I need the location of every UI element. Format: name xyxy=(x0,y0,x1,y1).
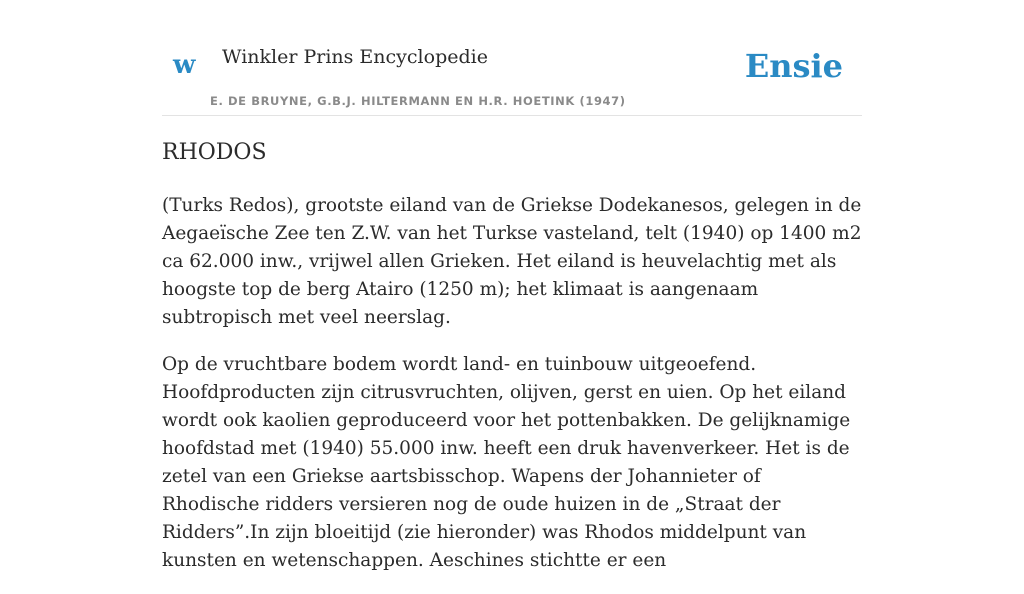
brand-logo[interactable]: Ensie xyxy=(744,47,843,85)
article-paragraph: (Turks Redos), grootste eiland van de Griekse Dodekanesos, gelegen in de Aegaeïsche Zee ten Z.W. van het Turkse vasteland, telt (1940) op 1400 m2 ca 62.000 inw., vrijwel allen Grieken. Het eiland is heuvelachtig met als hoogste top de berg Atairo (1250 m); het klimaat is aangenaam subtropisch met veel neerslag. xyxy=(162,195,862,328)
page xyxy=(162,0,862,571)
site-title[interactable]: Winkler Prins Encyclopedie xyxy=(222,46,488,68)
article-body xyxy=(162,192,862,594)
authors-byline: E. DE BRUYNE, G.B.J. HILTERMANN EN H.R. HOETINK (1947) xyxy=(210,94,626,108)
site-header xyxy=(162,0,862,116)
article-paragraph: Op de vruchtbare bodem wordt land- en tuinbouw uitgeoefend. Hoofdproducten zijn citrusvruchten, olijven, gerst en uien. Op het eiland wordt ook kaolien geproduceerd voor het pottenbakken. De gelijknamige hoofdstad met (1940) 55.000 inw. heeft een druk havenverkeer. Het is de zetel van een Griekse aartsbisschop. Wapens der Johannieter of Rhodische ridders versieren nog de oude huizen in de „Straat der Ridders”.In zijn bloeitijd (zie hieronder) was Rhodos middelpunt van kunsten en wetenschappen. Aeschines stichtte er een xyxy=(162,354,851,571)
article-title: RHODOS xyxy=(162,140,267,165)
logo-w-icon[interactable]: w xyxy=(173,50,196,80)
